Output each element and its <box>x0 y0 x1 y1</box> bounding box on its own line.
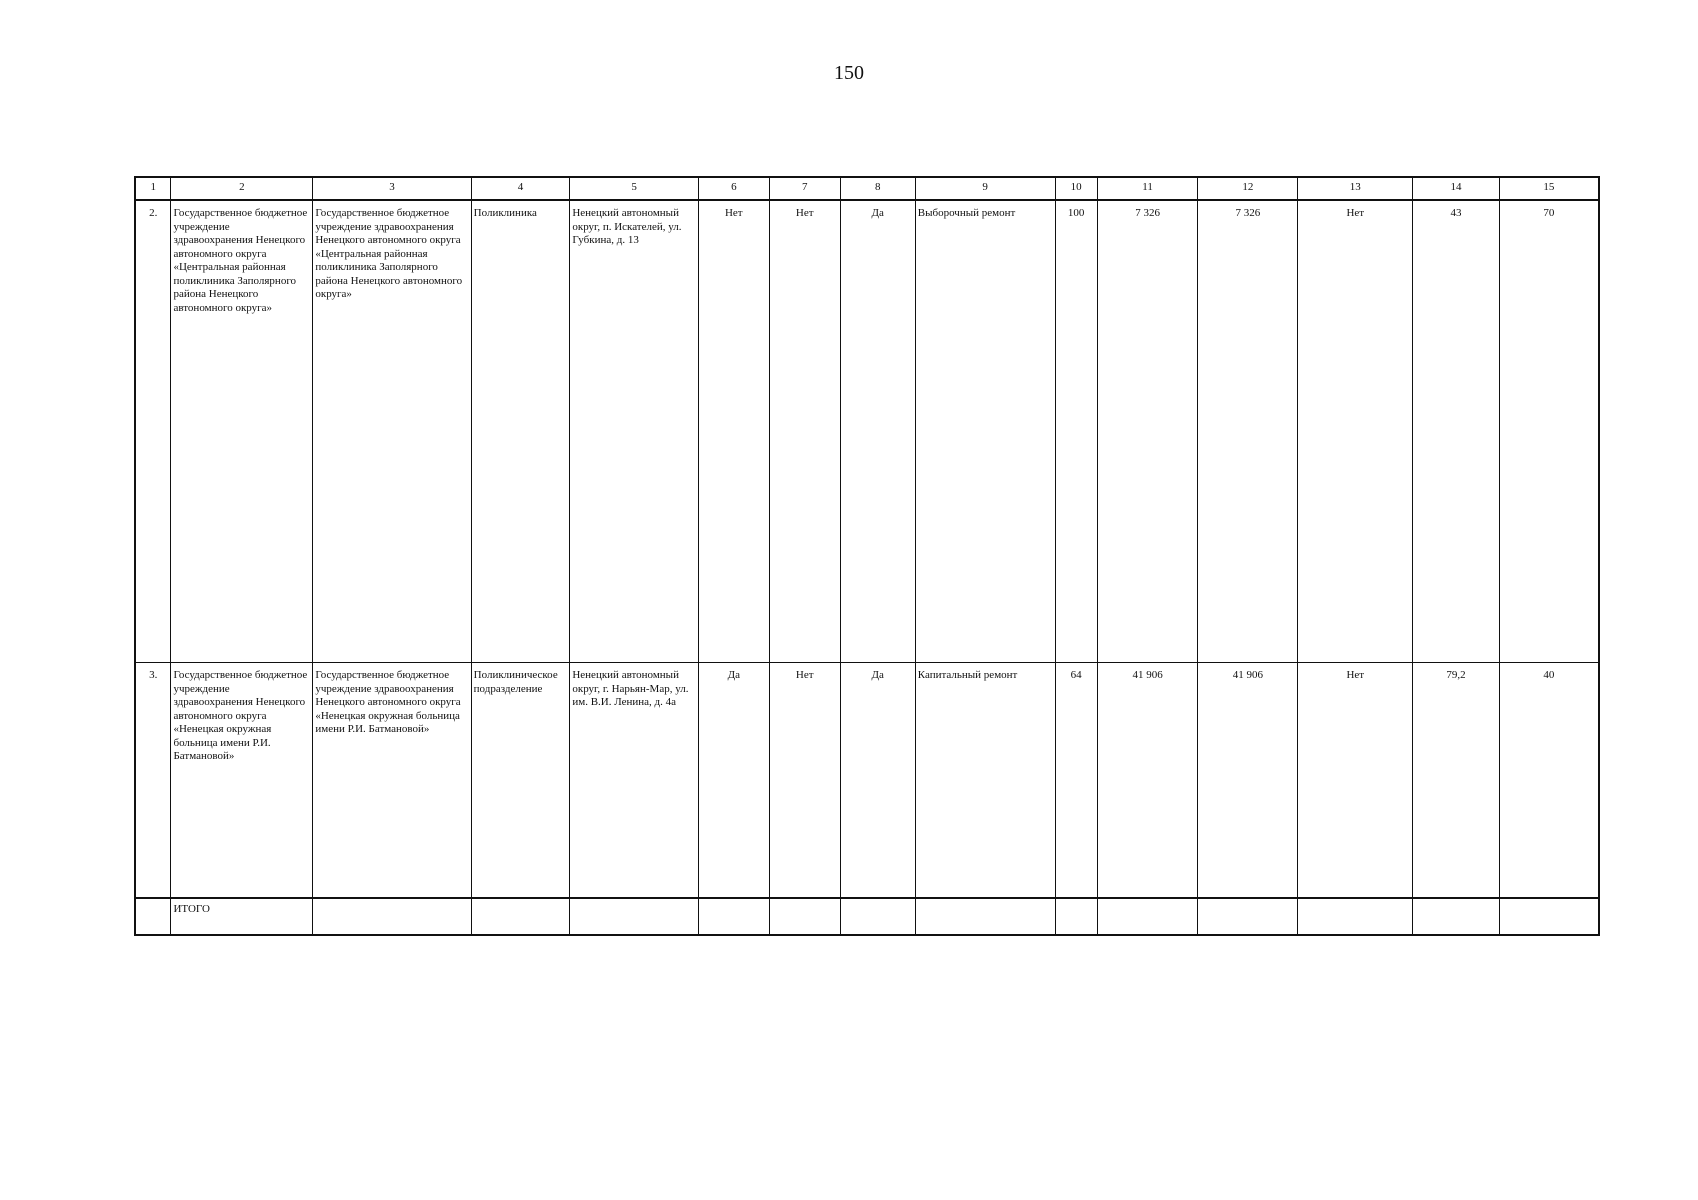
table-row <box>135 663 1599 899</box>
cell-col-6: Нет <box>698 200 769 663</box>
page-number: 150 <box>834 62 864 84</box>
cell-col-13: Нет <box>1298 200 1413 663</box>
cell-col-6: Да <box>698 663 769 899</box>
cell-col-8: Да <box>840 663 915 899</box>
table-row <box>135 200 1599 663</box>
institution-name: Государственное бюджетное учреждение здравоохранения Ненецкого автономного округа «Центральная районная поликлиника Заполярного района Ненецкого автономного округа» <box>171 200 313 663</box>
repair-table <box>134 176 1600 936</box>
object-type: Поликлиника <box>471 200 570 663</box>
empty-cell <box>1097 898 1198 935</box>
empty-cell <box>840 898 915 935</box>
empty-cell <box>1055 898 1097 935</box>
empty-cell <box>1298 898 1413 935</box>
empty-cell <box>471 898 570 935</box>
cell-col-13: Нет <box>1298 663 1413 899</box>
cell-col-10: 100 <box>1055 200 1097 663</box>
cell-col-15: 40 <box>1499 663 1599 899</box>
column-number: 6 <box>698 177 769 200</box>
empty-cell <box>135 898 171 935</box>
column-number: 12 <box>1198 177 1298 200</box>
empty-cell <box>698 898 769 935</box>
column-number: 1 <box>135 177 171 200</box>
column-number: 2 <box>171 177 313 200</box>
cell-col-14: 43 <box>1413 200 1499 663</box>
address: Ненецкий автономный округ, г. Нарьян-Мар, ул. им. В.И. Ленина, д. 4а <box>570 663 699 899</box>
column-number: 3 <box>313 177 471 200</box>
object-type: Поликлиническое подразделение <box>471 663 570 899</box>
address: Ненецкий автономный округ, п. Искателей, ул. Губкина, д. 13 <box>570 200 699 663</box>
column-number: 15 <box>1499 177 1599 200</box>
column-number: 11 <box>1097 177 1198 200</box>
repair-type: Выборочный ремонт <box>915 200 1055 663</box>
cell-col-7: Нет <box>769 663 840 899</box>
empty-cell <box>1413 898 1499 935</box>
row-number: 3. <box>135 663 171 899</box>
cell-col-11: 7 326 <box>1097 200 1198 663</box>
repair-type: Капитальный ремонт <box>915 663 1055 899</box>
cell-col-14: 79,2 <box>1413 663 1499 899</box>
cell-col-15: 70 <box>1499 200 1599 663</box>
total-row <box>135 898 1599 935</box>
cell-col-10: 64 <box>1055 663 1097 899</box>
empty-cell <box>915 898 1055 935</box>
empty-cell <box>1499 898 1599 935</box>
cell-col-12: 41 906 <box>1198 663 1298 899</box>
cell-col-11: 41 906 <box>1097 663 1198 899</box>
column-number: 14 <box>1413 177 1499 200</box>
row-number: 2. <box>135 200 171 663</box>
empty-cell <box>1198 898 1298 935</box>
empty-cell <box>313 898 471 935</box>
column-number: 10 <box>1055 177 1097 200</box>
column-number: 13 <box>1298 177 1413 200</box>
cell-col-7: Нет <box>769 200 840 663</box>
balance-holder: Государственное бюджетное учреждение здравоохранения Ненецкого автономного округа «Ненецкая окружная больница имени Р.И. Батмановой» <box>313 663 471 899</box>
cell-col-12: 7 326 <box>1198 200 1298 663</box>
column-number: 4 <box>471 177 570 200</box>
institution-name: Государственное бюджетное учреждение здравоохранения Ненецкого автономного округа «Ненецкая окружная больница имени Р.И. Батмановой» <box>171 663 313 899</box>
empty-cell <box>769 898 840 935</box>
total-label: ИТОГО <box>171 898 313 935</box>
column-number-row <box>135 177 1599 200</box>
column-number: 5 <box>570 177 699 200</box>
column-number: 8 <box>840 177 915 200</box>
cell-col-8: Да <box>840 200 915 663</box>
column-number: 9 <box>915 177 1055 200</box>
column-number: 7 <box>769 177 840 200</box>
balance-holder: Государственное бюджетное учреждение здравоохранения Ненецкого автономного округа «Центральная районная поликлиника Заполярного района Ненецкого автономного округа» <box>313 200 471 663</box>
empty-cell <box>570 898 699 935</box>
